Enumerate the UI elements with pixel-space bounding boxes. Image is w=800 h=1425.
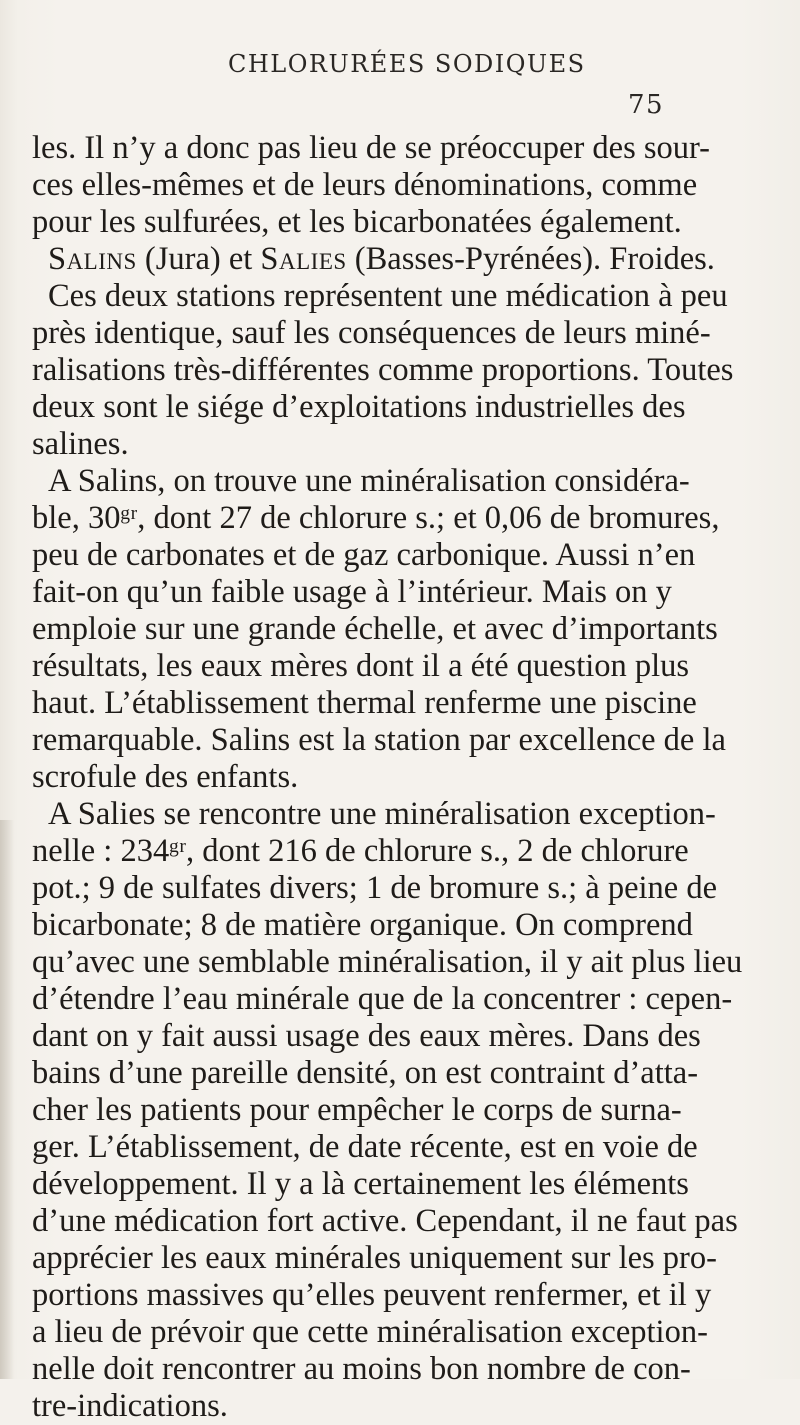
text-line: d’une médication fort active. Cependant, il ne faut pas — [32, 1203, 738, 1239]
page-number: 75 — [628, 90, 665, 120]
text-fragment: (Basses-Pyrénées). Froides. — [346, 241, 715, 277]
text-line: haut. L’établissement thermal renferme une piscine — [32, 685, 697, 721]
text-line: pour les sulfurées, et les bicarbonatées également. — [32, 204, 682, 240]
text-line: a lieu de prévoir que cette minéralisation exception- — [32, 1314, 708, 1350]
text-line: nelle doit rencontrer au moins bon nombre de con- — [32, 1351, 691, 1387]
text-line: Ces deux stations représentent une médication à peu — [48, 278, 728, 314]
text-line: nelle : 234ᵍʳ, dont 216 de chlorure s., 2 de chlorure — [32, 833, 689, 869]
text-line: les. Il n’y a donc pas lieu de se préoccuper des sour- — [32, 130, 710, 166]
text-line: fait-on qu’un faible usage à l’intérieur. Mais on y — [32, 574, 672, 610]
text-line: portions massives qu’elles peuvent renfermer, et il y — [32, 1277, 712, 1313]
text-line: bicarbonate; 8 de matière organique. On comprend — [32, 907, 693, 943]
text-line-heading — [48, 241, 715, 278]
text-line: apprécier les eaux minérales uniquement sur les pro- — [32, 1240, 717, 1276]
text-line: développement. Il y a là certainement les éléments — [32, 1166, 689, 1202]
text-line: bains d’une pareille densité, on est contraint d’atta- — [32, 1055, 699, 1091]
text-line: dant on y fait aussi usage des eaux mères. Dans des — [32, 1018, 701, 1054]
text-line: pot.; 9 de sulfates divers; 1 de bromure s.; à peine de — [32, 870, 718, 906]
text-line: cher les patients pour empêcher le corps de surna- — [32, 1092, 682, 1128]
text-line: A Salins, on trouve une minéralisation considéra- — [48, 463, 690, 499]
text-line: ces elles-mêmes et de leurs dénominations, comme — [32, 167, 698, 203]
text-line: emploie sur une grande échelle, et avec d’importants — [32, 611, 718, 647]
text-line: ralisations très-différentes comme proportions. Toutes — [32, 352, 734, 388]
running-head — [228, 48, 665, 120]
text-fragment: (Jura) et — [136, 241, 261, 277]
text-line: d’étendre l’eau minérale que de la concentrer : cepen- — [32, 981, 733, 1017]
text-line: ble, 30ᵍʳ, dont 27 de chlorure s.; et 0,06 de bromures, — [32, 500, 720, 536]
place-name-salies: Salies — [260, 241, 347, 277]
place-name-salins: Salins — [48, 241, 137, 277]
text-line: ger. L’établissement, de date récente, est en voie de — [32, 1129, 698, 1165]
text-line: qu’avec une semblable minéralisation, il y ait plus lieu — [32, 944, 743, 980]
text-line: scrofule des enfants. — [32, 759, 299, 795]
text-line: salines. — [32, 426, 129, 462]
text-line: peu de carbonates et de gaz carbonique. Aussi n’en — [32, 537, 696, 573]
text-line: deux sont le siége d’exploitations industrielles des — [32, 389, 686, 425]
text-line: près identique, sauf les conséquences de leurs miné- — [32, 315, 711, 351]
text-line: A Salies se rencontre une minéralisation exception- — [48, 796, 716, 832]
binding-shadow — [0, 820, 14, 1379]
text-line: remarquable. Salins est la station par excellence de la — [32, 722, 726, 758]
running-title: CHLORURÉES SODIQUES — [228, 50, 586, 78]
text-line: tre-indications. — [32, 1388, 228, 1424]
text-line: résultats, les eaux mères dont il a été question plus — [32, 648, 690, 684]
